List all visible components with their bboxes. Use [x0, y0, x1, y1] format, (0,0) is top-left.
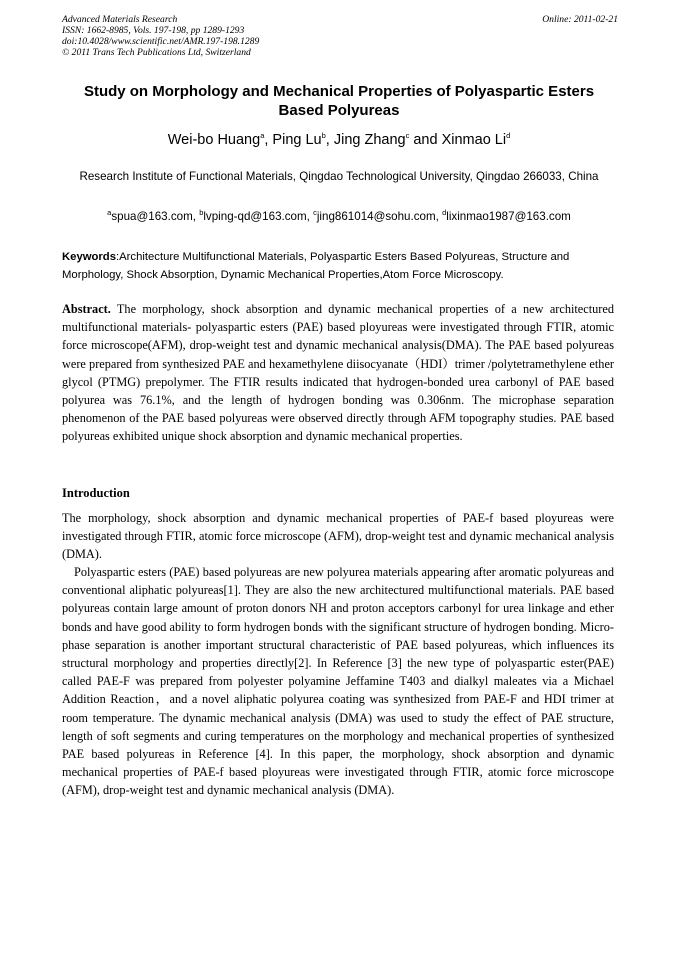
- author-name: Wei-bo Huang: [167, 132, 261, 148]
- email-separator: ,: [306, 210, 314, 223]
- author-separator: ,: [264, 132, 273, 148]
- email-superscript: a: [107, 208, 112, 218]
- author-name: Xinmao Li: [441, 132, 507, 148]
- journal-header: [62, 14, 618, 58]
- issn-line: ISSN: 1662-8985, Vols. 197-198, pp 1289-1293: [62, 25, 245, 36]
- journal-name: Advanced Materials Research: [62, 14, 178, 25]
- doi-line: doi:10.4028/www.scientific.net/AMR.197-198.1289: [62, 36, 260, 47]
- email-list: [62, 209, 616, 225]
- author-superscript: b: [321, 131, 326, 141]
- copyright-line: © 2011 Trans Tech Publications Ltd, Switzerland: [62, 47, 251, 58]
- email-address[interactable]: spua@163.com: [111, 210, 193, 223]
- keywords-block: [62, 248, 614, 284]
- paper-title: Study on Morphology and Mechanical Properties of Polyaspartic Esters Based Polyureas: [83, 83, 595, 119]
- affiliation: Research Institute of Functional Materials, Qingdao Technological University, Qingdao 266033, China: [79, 170, 599, 183]
- email-superscript: c: [313, 208, 317, 218]
- abstract-block: [62, 300, 614, 446]
- author-superscript: a: [260, 131, 265, 141]
- author-superscript: c: [405, 131, 410, 141]
- author-name: Ping Lu: [272, 132, 322, 148]
- author-list: [62, 131, 616, 149]
- abstract-text: The morphology, shock absorption and dynamic mechanical properties of a new architectured multifunctional materials- polyaspartic esters (PAE) based ployureas were investigated through FTIR, atomic force microscope(AFM), drop-weight test and dynamic mechanical analysis(DMA). The PAE based polyureas were prepared from synthesized PAE and hexamethylene diisocyanate（HDI）trimer /polytetramethylene ether glycol (PTMG) prepolymer. The FTIR results indicated that hydrogen-bonded urea carbonyl of PAE based polyurea was 76.1%, and the length of hydrogen bonding was 0.306nm. The microphase separation phenomenon of the PAE based polyureas were observed directly through AFM topography studies. PAE based polyureas exhibited unique shock absorption and dynamic mechanical properties.: [62, 302, 614, 444]
- email-address[interactable]: jing861014@sohu.com: [316, 210, 436, 223]
- email-separator: ,: [192, 210, 200, 223]
- email-address[interactable]: lixinmao1987@163.com: [446, 210, 571, 223]
- keywords-label: Keywords: [62, 251, 116, 263]
- author-superscript: d: [506, 131, 511, 141]
- author-separator: and: [409, 132, 442, 148]
- online-date: Online: 2011-02-21: [542, 14, 618, 25]
- email-separator: ,: [435, 210, 443, 223]
- author-name: Jing Zhang: [333, 132, 406, 148]
- introduction-paragraph-1: The morphology, shock absorption and dynamic mechanical properties of PAE-f based ployureas were investigated through FTIR, atomic force microscope (AFM), drop-weight test and dynamic mechanical analysis (DMA).: [62, 511, 614, 562]
- email-address[interactable]: lvping-qd@163.com: [203, 210, 307, 223]
- email-superscript: d: [442, 208, 447, 218]
- introduction-paragraph-2: Polyaspartic esters (PAE) based polyureas are new polyurea materials appearing after aromatic polyureas and conventional aliphatic polyureas[1]. They are also the new architectured multifunctional materials. PAE based polyureas contain large amount of proton donors NH and proton acceptors carbonyl for urea linkage and ether bonds and have good ability to form hydrogen bonds with the significant structure of hydrogen bonding. Micro-phase separation is another important structural characteristic of PAE based polyureas, which influences its structural morphology and properties directly[2]. In Reference [3] the new type of polyaspartic ester(PAE) called PAE-F was prepared from polyester polyamine Jeffamine T403 and dialkyl maleates via a Michael Addition Reaction，and a novel aliphatic polyurea coating was synthesized from PAE-F and HDI trimer at room temperature. The dynamic mechanical analysis (DMA) was used to study the effect of PAE structure, length of soft segments and curing temperatures on the morphology and mechanical properties of synthesized PAE based polyureas in Reference [4]. In this paper, the morphology, shock absorption and dynamic mechanical properties of PAE-f based ployureas were investigated through FTIR, atomic force microscope (AFM), drop-weight test and dynamic mechanical analysis (DMA).: [62, 565, 614, 798]
- abstract-label: Abstract.: [62, 302, 111, 316]
- introduction-heading: Introduction: [62, 486, 130, 500]
- keywords-text: :Architecture Multifunctional Materials, Polyaspartic Esters Based Polyureas, Structure and Morphology, Shock Absorption, Dynamic Mechanical Properties,Atom Force Microscopy.: [62, 251, 570, 281]
- author-separator: ,: [325, 132, 334, 148]
- email-superscript: b: [199, 208, 204, 218]
